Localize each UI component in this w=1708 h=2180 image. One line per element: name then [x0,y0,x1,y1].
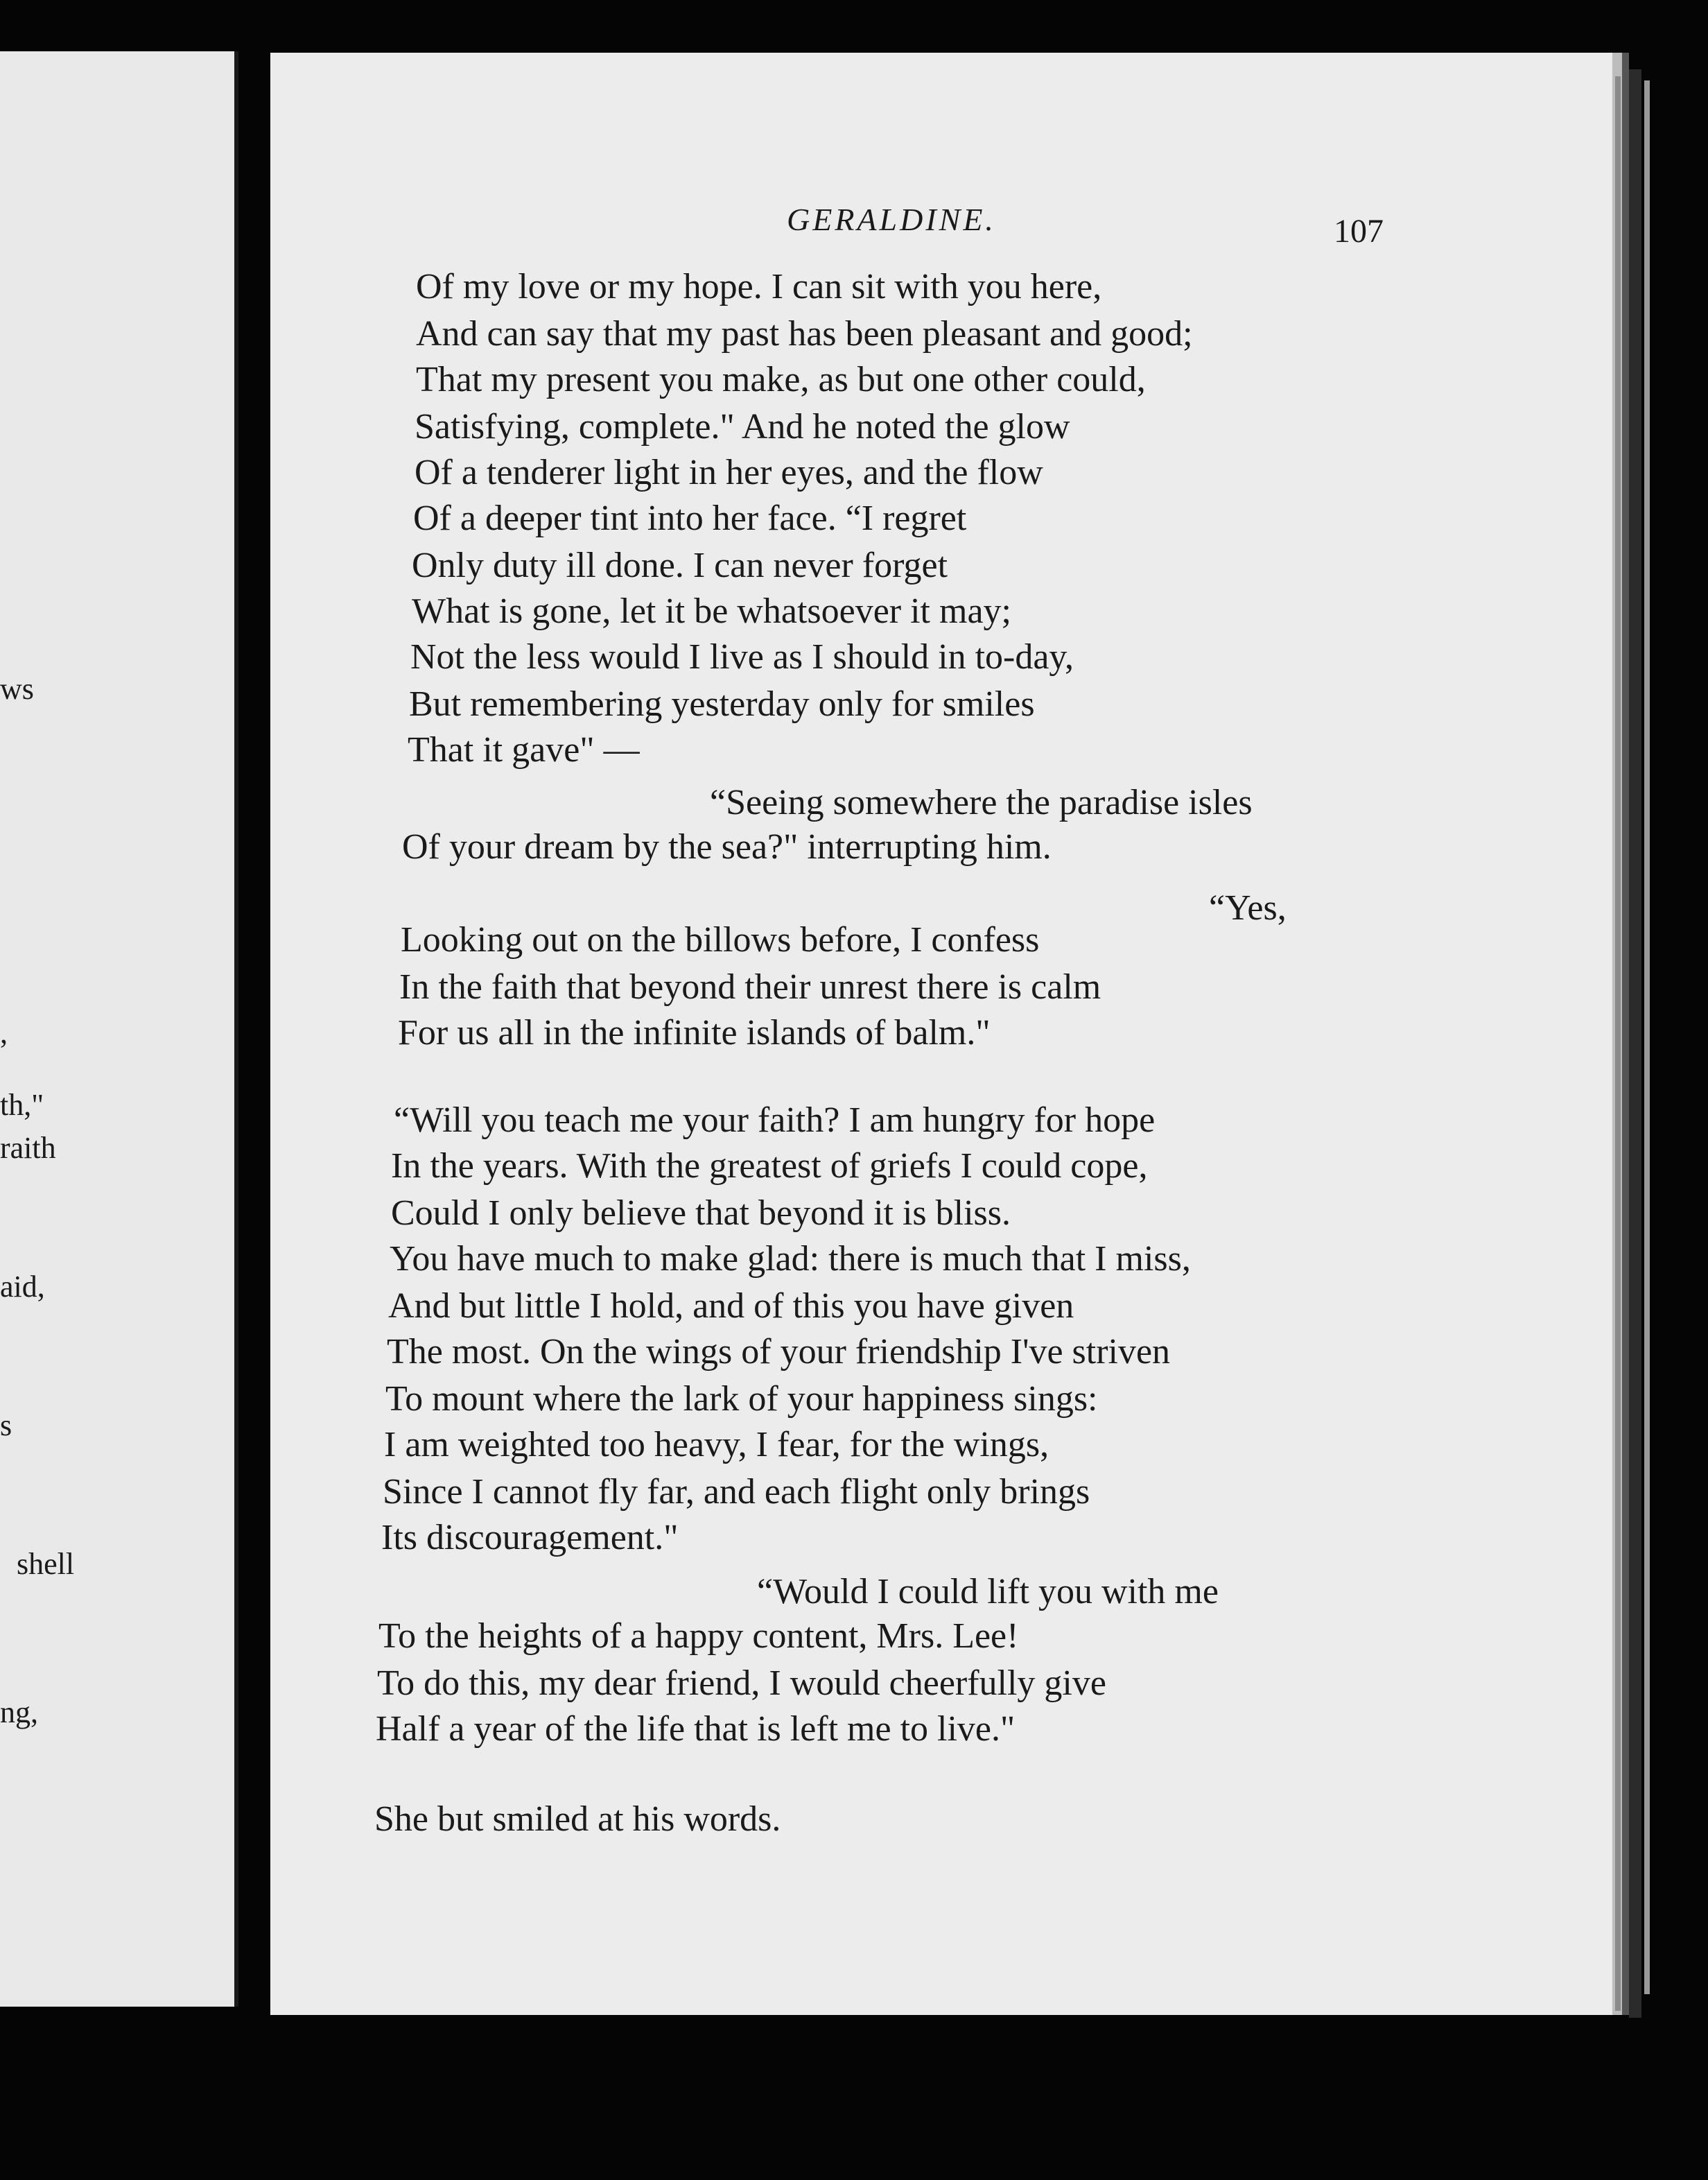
poem-line: Could I only believe that beyond it is bliss. [391,1193,1011,1233]
poem-line: Its discouragement." [381,1518,679,1557]
poem-line: Half a year of the life that is left me to live." [376,1709,1016,1749]
page-number: 107 [1334,213,1384,250]
poem-line: “Yes, [1209,888,1287,928]
poem-line: What is gone, let it be whatsoever it may; [412,591,1011,631]
left-page-fragment: ng, [0,1695,38,1729]
poem-line: The most. On the wings of your friendship I've striven [387,1332,1171,1372]
poem-line: That my present you make, as but one other could, [416,360,1146,399]
poem-line: Of a tenderer light in her eyes, and the flow [415,453,1043,492]
poem-line: But remembering yesterday only for smiles [409,684,1035,724]
poem-line: Looking out on the billows before, I confess [401,920,1040,960]
left-page [0,51,238,2007]
poem-line: To do this, my dear friend, I would cheerfully give [377,1663,1106,1703]
poem-line: To the heights of a happy content, Mrs. Lee! [378,1616,1019,1656]
left-page-fragment: aid, [0,1270,45,1304]
left-page-fragment: , [0,1016,8,1050]
left-page-fragment: th," [0,1088,44,1122]
poem-line: “Seeing somewhere the paradise isles [710,783,1253,822]
poem-line: Satisfying, complete." And he noted the glow [415,407,1070,447]
poem-line: In the years. With the greatest of griefs I could cope, [391,1146,1148,1186]
poem-line: Of a deeper tint into her face. “I regret [413,499,967,538]
page-edge [1644,80,1650,1994]
poem-line: For us all in the infinite islands of balm." [398,1013,991,1053]
left-page-fragment: raith [0,1131,56,1165]
poem-line: In the faith that beyond their unrest there is calm [399,967,1101,1007]
left-page-fragment: ws [0,672,34,706]
poem-line: Only duty ill done. I can never forget [412,546,948,585]
running-header: GERALDINE. [787,202,996,237]
poem-line: Since I cannot fly far, and each flight only brings [383,1472,1090,1512]
page-edge [1629,69,1641,2018]
poem-line: And can say that my past has been pleasant and good; [416,314,1193,354]
poem-line: To mount where the lark of your happiness sings: [385,1379,1098,1419]
poem-line: You have much to make glad: there is much that I miss, [390,1239,1191,1279]
page-edge [1615,76,1621,2011]
poem-line: That it gave" — [408,730,640,770]
poem-line: Of my love or my hope. I can sit with you here, [416,267,1102,306]
poem-line: Not the less would I live as I should in to-day, [410,637,1074,677]
poem-line: Of your dream by the sea?" interrupting him. [402,827,1052,867]
poem-line: I am weighted too heavy, I fear, for the wings, [384,1425,1049,1464]
poem-line: “Will you teach me your faith? I am hungry for hope [394,1100,1156,1140]
left-page-fragment: shell [17,1547,75,1581]
poem-line: “Would I could lift you with me [757,1572,1219,1611]
left-page-fragment: s [0,1408,12,1442]
poem-line: She but smiled at his words. [374,1799,781,1839]
poem-line: And but little I hold, and of this you have given [388,1286,1074,1326]
